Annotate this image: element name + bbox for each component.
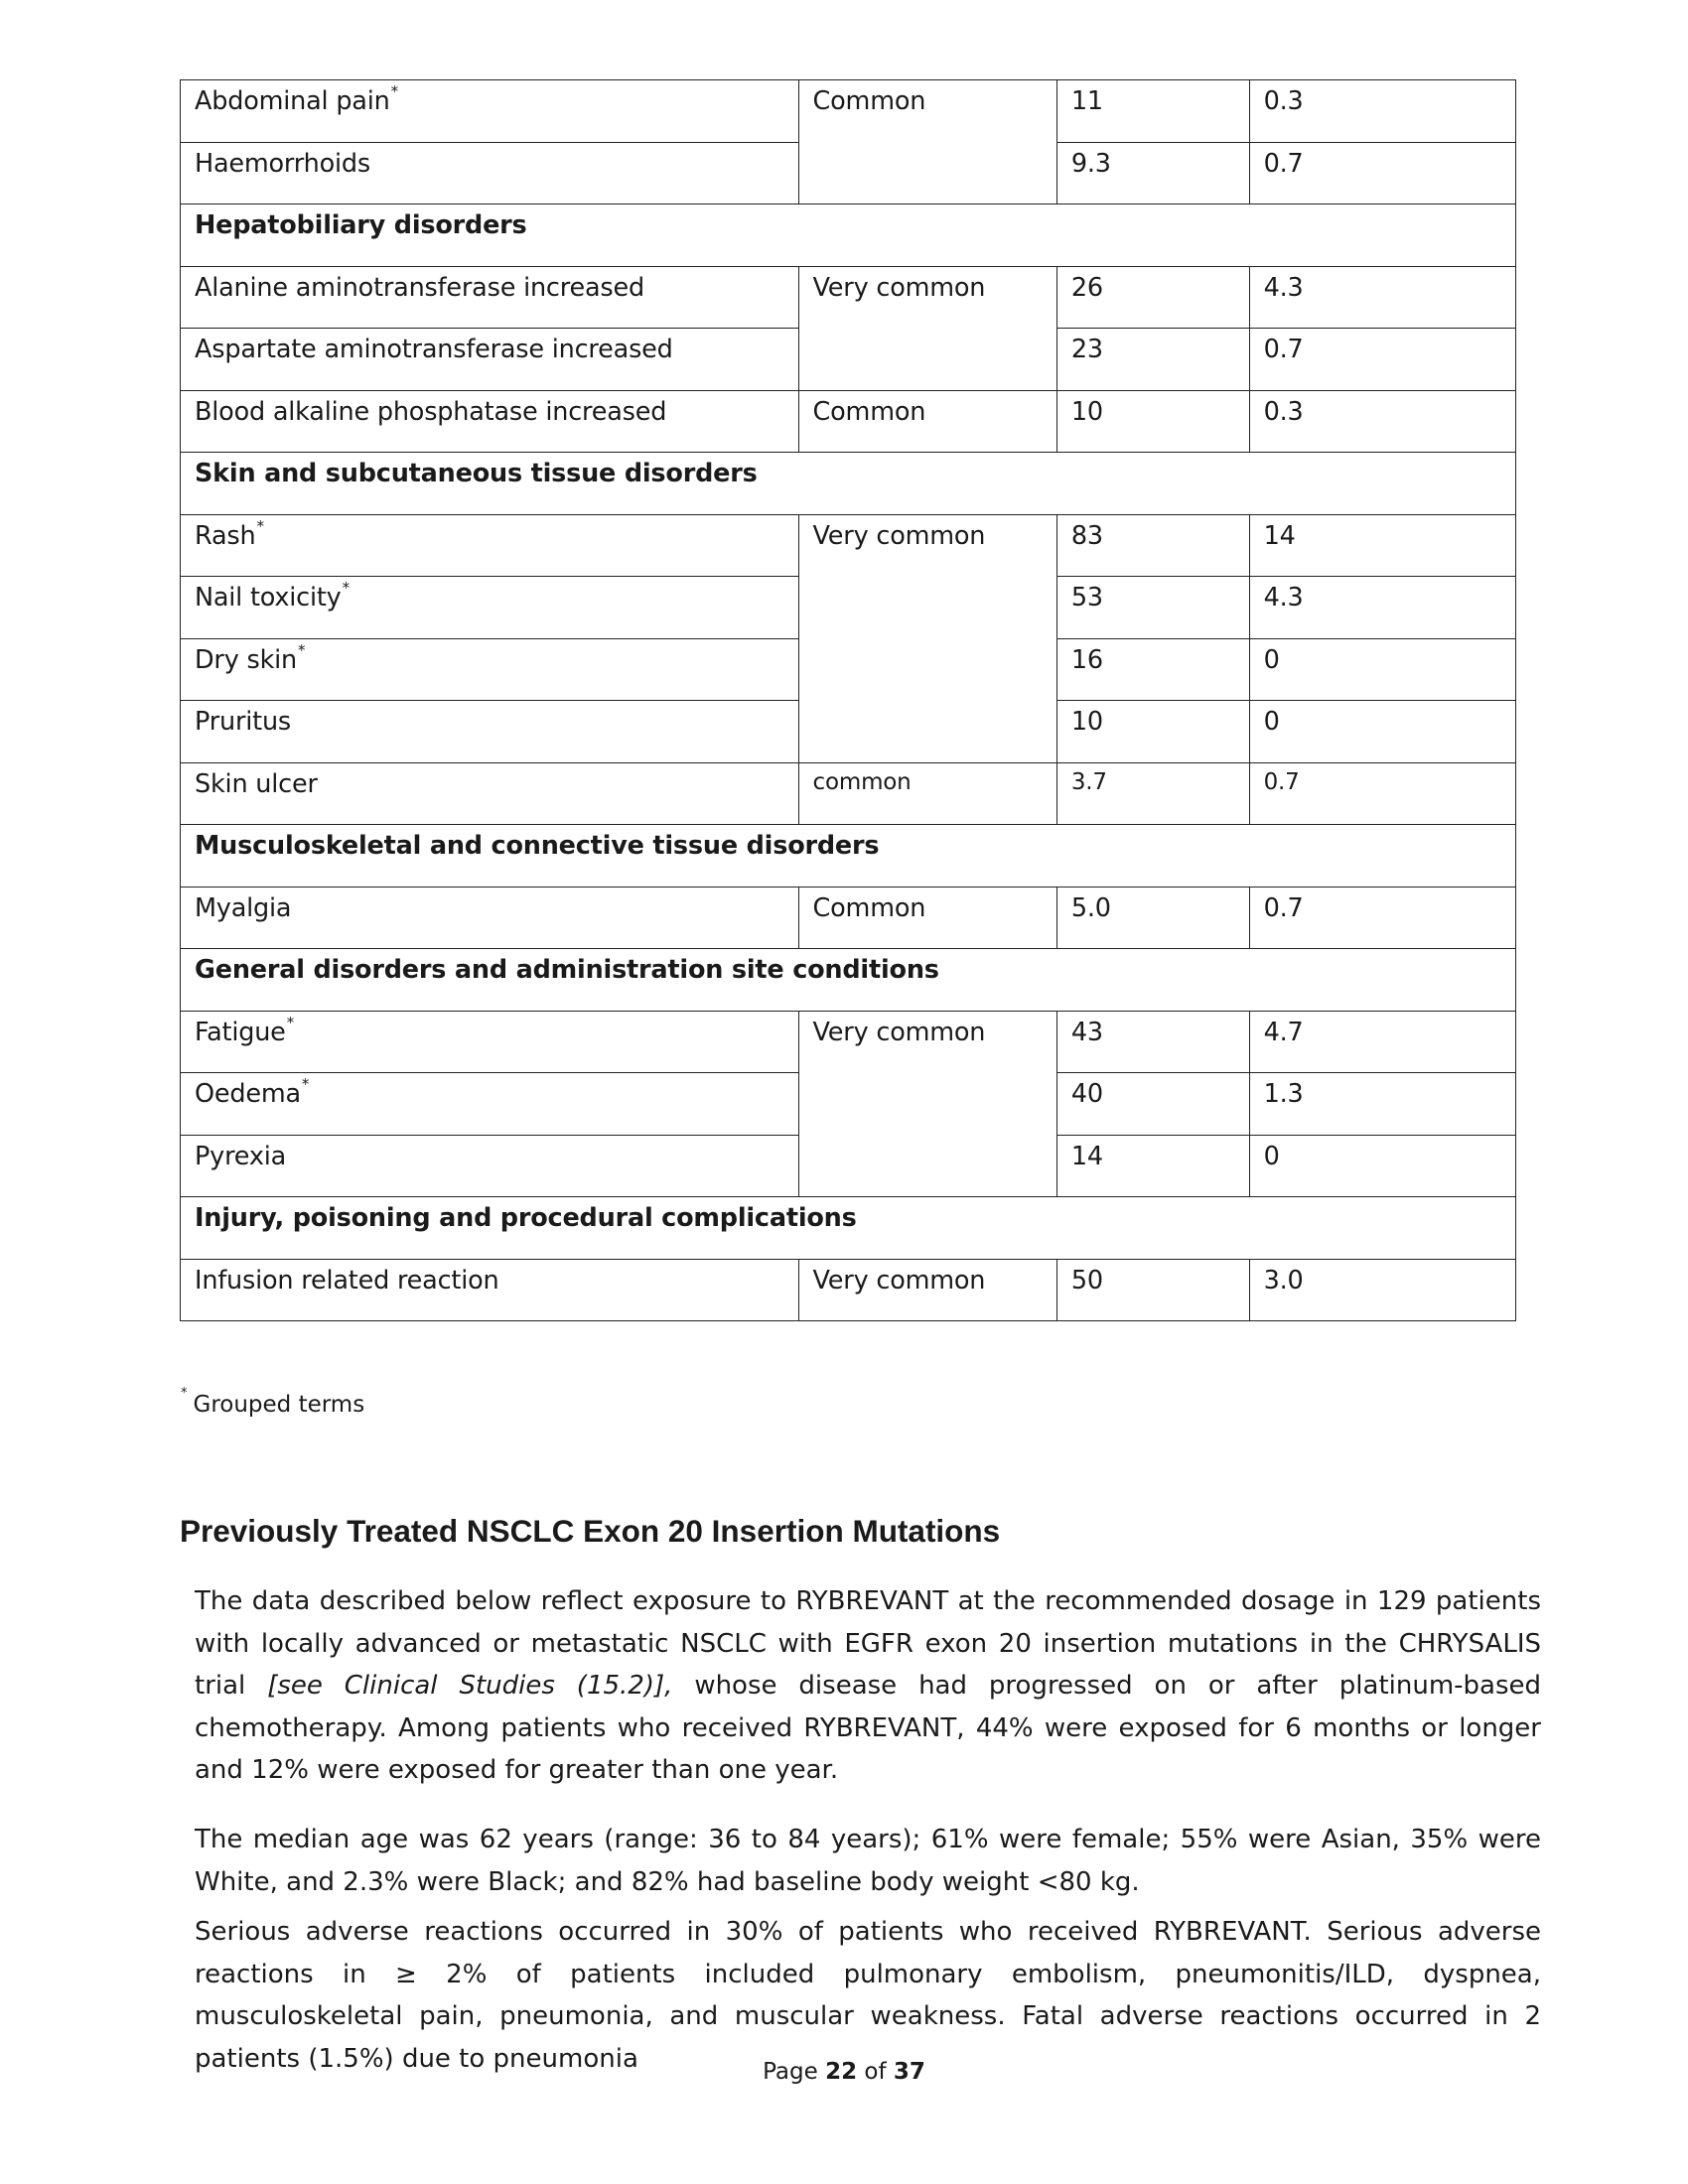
footnote-mark: * <box>181 1386 188 1401</box>
term-text: Alanine aminotransferase increased <box>195 272 644 303</box>
term-text: Pruritus <box>195 707 291 737</box>
term-text: Rash <box>195 520 256 551</box>
system-organ-class-row <box>181 453 1516 515</box>
frequency-category: Very common <box>798 266 1056 390</box>
system-organ-class-row <box>181 205 1516 267</box>
adverse-reactions-table <box>180 79 1516 1321</box>
all-grades-percent: 11 <box>1056 80 1249 143</box>
system-organ-class: Hepatobiliary disorders <box>181 205 1516 267</box>
frequency-category: Very common <box>798 514 1056 762</box>
grouped-term-mark: * <box>256 516 264 535</box>
term-text: Oedema <box>195 1079 301 1109</box>
all-grades-percent: 3.7 <box>1056 762 1249 825</box>
page-of: of <box>864 2059 887 2085</box>
grade-3-4-percent: 4.3 <box>1249 577 1515 639</box>
adverse-reaction-term <box>181 887 799 949</box>
table-row <box>181 390 1516 453</box>
grade-3-4-percent: 0.3 <box>1249 390 1515 453</box>
system-organ-class: Skin and subcutaneous tissue disorders <box>181 453 1516 515</box>
all-grades-percent: 40 <box>1056 1073 1249 1136</box>
footnote-text: Grouped terms <box>193 1392 365 1418</box>
system-organ-class: Injury, poisoning and procedural complications <box>181 1197 1516 1260</box>
grade-3-4-percent: 0.7 <box>1249 142 1515 205</box>
frequency-category: Common <box>798 80 1056 205</box>
all-grades-percent: 10 <box>1056 701 1249 763</box>
grade-3-4-percent: 1.3 <box>1249 1073 1515 1136</box>
term-text: Aspartate aminotransferase increased <box>195 335 673 364</box>
table-row <box>181 266 1516 329</box>
adverse-reaction-term <box>181 701 799 763</box>
adverse-reaction-term <box>181 577 799 639</box>
term-text: Fatigue <box>195 1017 286 1047</box>
grouped-term-mark: * <box>286 1013 294 1031</box>
term-text: Dry skin <box>195 644 298 675</box>
adverse-reaction-term <box>181 1073 799 1136</box>
grade-3-4-percent: 0 <box>1249 701 1515 763</box>
clinical-studies-reference: [see Clinical Studies (15.2)], <box>267 1671 673 1702</box>
adverse-reaction-term <box>181 638 799 701</box>
adverse-reaction-term <box>181 1011 799 1073</box>
adverse-reaction-term <box>181 514 799 577</box>
frequency-category: common <box>798 762 1056 825</box>
all-grades-percent: 26 <box>1056 266 1249 329</box>
all-grades-percent: 9.3 <box>1056 142 1249 205</box>
term-text: Skin ulcer <box>195 768 318 799</box>
frequency-category: Common <box>798 390 1056 453</box>
paragraph-exposure <box>195 1580 1541 1792</box>
term-text: Haemorrhoids <box>195 148 370 179</box>
grade-3-4-percent: 0.7 <box>1249 762 1515 825</box>
system-organ-class-row <box>181 1197 1516 1260</box>
grade-3-4-percent: 0 <box>1249 1135 1515 1197</box>
table-row <box>181 1259 1516 1321</box>
adverse-reaction-term <box>181 142 799 205</box>
paragraph-text: The data described below reflect exposure to RYBREVANT at the recommended dosage in 129 patients with locally advanced or metastatic NSCLC with EGFR exon 20 insertion mutations in the CHRYSALIS trial <box>195 1586 1541 1702</box>
page-number <box>0 2059 1688 2085</box>
term-text: Abdominal pain <box>195 86 390 116</box>
table-row <box>181 762 1516 825</box>
system-organ-class: Musculoskeletal and connective tissue disorders <box>181 825 1516 887</box>
table-footnote <box>180 1386 365 1418</box>
all-grades-percent: 5.0 <box>1056 887 1249 949</box>
frequency-category: Very common <box>798 1011 1056 1197</box>
grade-3-4-percent: 0 <box>1249 638 1515 701</box>
adverse-reaction-term <box>181 80 799 143</box>
system-organ-class-row <box>181 949 1516 1012</box>
system-organ-class: General disorders and administration site conditions <box>181 949 1516 1012</box>
paragraph-text: whose disease had progressed on or after platinum-based chemotherapy. Among patients who received RYBREVANT, 44% were exposed for 6 months or longer and 12% were exposed for greater than one year. <box>195 1671 1542 1786</box>
section-heading: Previously Treated NSCLC Exon 20 Insertion Mutations <box>180 1513 1001 1549</box>
grade-3-4-percent: 4.7 <box>1249 1011 1515 1073</box>
grade-3-4-percent: 4.3 <box>1249 266 1515 329</box>
table-row <box>181 1011 1516 1073</box>
adverse-reaction-term <box>181 762 799 825</box>
term-text: Nail toxicity <box>195 583 342 613</box>
all-grades-percent: 16 <box>1056 638 1249 701</box>
current-page: 22 <box>825 2059 858 2085</box>
adverse-reaction-term <box>181 1259 799 1321</box>
grade-3-4-percent: 0.3 <box>1249 80 1515 143</box>
table-row <box>181 514 1516 577</box>
grade-3-4-percent: 14 <box>1249 514 1515 577</box>
term-text: Blood alkaline phosphatase increased <box>195 396 667 427</box>
frequency-category: Common <box>798 887 1056 949</box>
all-grades-percent: 50 <box>1056 1259 1249 1321</box>
table-row <box>181 887 1516 949</box>
paragraph-serious-reactions: Serious adverse reactions occurred in 30% of patients who received RYBREVANT. Serious adverse reactions in ≥ 2% of patients included pulmonary embolism, pneumonitis/ILD, dyspnea, musculoskeletal pain, pneumonia, and muscular weakness. Fatal adverse reactions occurred in 2 patients (1.5%) due to pneumonia <box>195 1917 1541 2074</box>
table-row <box>181 80 1516 143</box>
term-text: Infusion related reaction <box>195 1265 499 1296</box>
adverse-reaction-term <box>181 266 799 329</box>
adverse-reaction-term <box>181 1135 799 1197</box>
adverse-reaction-term <box>181 329 799 391</box>
all-grades-percent: 10 <box>1056 390 1249 453</box>
system-organ-class-row <box>181 825 1516 887</box>
all-grades-percent: 43 <box>1056 1011 1249 1073</box>
frequency-category: Very common <box>798 1259 1056 1321</box>
all-grades-percent: 14 <box>1056 1135 1249 1197</box>
all-grades-percent: 53 <box>1056 577 1249 639</box>
grade-3-4-percent: 0.7 <box>1249 329 1515 391</box>
adverse-reaction-term <box>181 390 799 453</box>
grade-3-4-percent: 3.0 <box>1249 1259 1515 1321</box>
page-prefix: Page <box>763 2059 818 2085</box>
term-text: Myalgia <box>195 892 292 923</box>
term-text: Pyrexia <box>195 1141 287 1171</box>
total-pages: 37 <box>893 2059 925 2085</box>
grouped-term-mark: * <box>298 640 306 659</box>
all-grades-percent: 23 <box>1056 329 1249 391</box>
grouped-term-mark: * <box>342 579 350 597</box>
paragraph-demographics: The median age was 62 years (range: 36 to 84 years); 61% were female; 55% were Asian, 35% were White, and 2.3% were Black; and 82% had baseline body weight <80 kg. <box>195 1825 1541 1897</box>
grade-3-4-percent: 0.7 <box>1249 887 1515 949</box>
grouped-term-mark: * <box>301 1075 310 1093</box>
grouped-term-mark: * <box>390 82 398 100</box>
all-grades-percent: 83 <box>1056 514 1249 577</box>
